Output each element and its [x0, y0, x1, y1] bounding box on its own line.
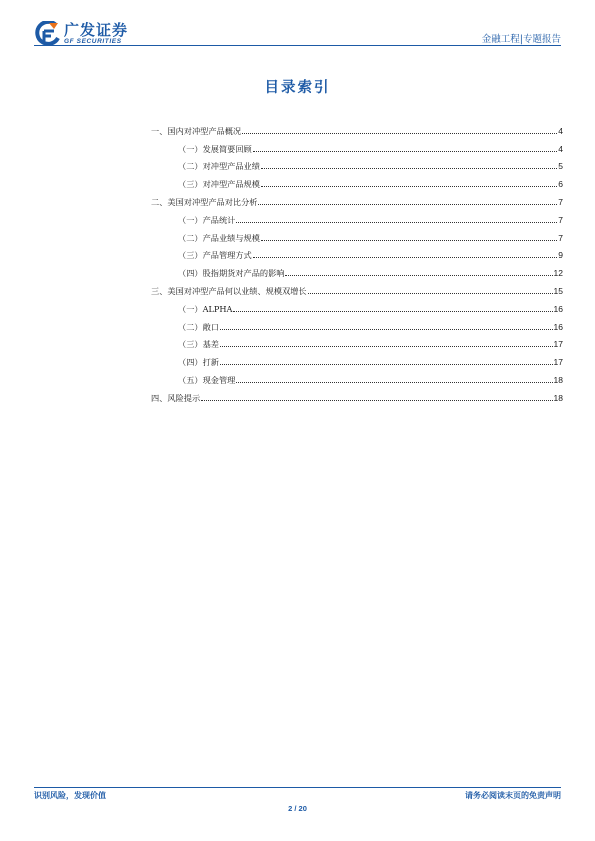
toc-entry-page: 4	[558, 125, 563, 136]
dot-leader	[308, 292, 553, 294]
toc-entry-label: 二、美国对冲型产品对比分析	[151, 196, 258, 207]
dot-leader	[261, 185, 557, 187]
toc-entry[interactable]	[151, 349, 563, 367]
toc-entry[interactable]	[151, 136, 563, 154]
toc-entry-page: 5	[558, 161, 563, 172]
gf-logo-icon	[34, 21, 61, 48]
toc-entry[interactable]	[151, 332, 563, 350]
toc-entry[interactable]	[151, 243, 563, 261]
toc-entry-label: （四）股指期货对产品的影响	[178, 268, 285, 279]
dot-leader	[236, 381, 552, 383]
toc-entry-page: 16	[553, 303, 563, 314]
dot-leader	[236, 221, 557, 223]
page-number: 2 / 20	[288, 804, 307, 813]
dot-leader	[242, 132, 557, 134]
table-of-contents	[151, 118, 563, 403]
toc-entry-label: （三）产品管理方式	[178, 250, 252, 261]
toc-entry[interactable]	[151, 118, 563, 136]
toc-entry-page: 18	[553, 392, 563, 403]
toc-entry-page: 7	[558, 196, 563, 207]
toc-entry-page: 9	[558, 250, 563, 261]
toc-entry-label: （二）敞口	[178, 321, 219, 332]
toc-entry-label: （五）现金管理	[178, 374, 236, 385]
report-type: 金融工程|专题报告	[481, 34, 561, 45]
dot-leader	[253, 150, 558, 152]
dot-leader	[261, 239, 557, 241]
dot-leader	[220, 345, 553, 347]
toc-entry[interactable]	[151, 385, 563, 403]
toc-entry[interactable]	[151, 207, 563, 225]
toc-title: 目录索引	[264, 79, 331, 96]
dot-leader	[261, 167, 557, 169]
dot-leader	[220, 363, 553, 365]
toc-entry-page: 17	[553, 357, 563, 368]
toc-entry-page: 18	[553, 374, 563, 385]
toc-entry-label: 四、风险提示	[151, 392, 201, 403]
toc-entry-page: 15	[553, 285, 563, 296]
toc-entry-page: 4	[558, 143, 563, 154]
toc-entry-page: 7	[558, 232, 563, 243]
toc-entry-label: （四）打新	[178, 357, 219, 368]
toc-entry-label: （一）产品统计	[178, 214, 236, 225]
dot-leader	[201, 399, 552, 401]
dot-leader	[258, 203, 557, 205]
dot-leader	[285, 274, 552, 276]
toc-entry[interactable]	[151, 278, 563, 296]
toc-entry-label: 三、美国对冲型产品何以业绩、规模双增长	[151, 285, 307, 296]
logo-chinese-name: 广发证券	[64, 21, 129, 39]
toc-entry[interactable]	[151, 314, 563, 332]
toc-entry-page: 7	[558, 214, 563, 225]
toc-entry[interactable]	[151, 260, 563, 278]
toc-entry-page: 17	[553, 339, 563, 350]
toc-entry-page: 6	[558, 179, 563, 190]
toc-entry-label: （二）对冲型产品业绩	[178, 161, 260, 172]
toc-entry[interactable]	[151, 296, 563, 314]
toc-entry-label: （一）ALPHA	[178, 303, 233, 314]
dot-leader	[220, 328, 553, 330]
toc-entry[interactable]	[151, 225, 563, 243]
toc-entry[interactable]	[151, 171, 563, 189]
footer-slogan: 识别风险，发现价值	[34, 791, 106, 800]
toc-entry[interactable]	[151, 154, 563, 172]
header-divider	[34, 45, 561, 46]
toc-entry-page: 16	[553, 321, 563, 332]
dot-leader	[233, 310, 552, 312]
toc-entry-page: 12	[553, 268, 563, 279]
dot-leader	[253, 256, 558, 258]
toc-entry-label: （三）对冲型产品规模	[178, 179, 260, 190]
toc-entry-label: （三）基差	[178, 339, 219, 350]
toc-entry[interactable]	[151, 367, 563, 385]
footer-disclaimer-note: 请务必阅读末页的免责声明	[465, 791, 561, 800]
toc-entry[interactable]	[151, 189, 563, 207]
toc-entry-label: （二）产品业绩与规模	[178, 232, 260, 243]
footer-divider	[34, 787, 561, 788]
toc-entry-label: （一）发展简要回顾	[178, 143, 252, 154]
logo-english-name: GF SECURITIES	[64, 38, 122, 45]
toc-entry-label: 一、国内对冲型产品概况	[151, 125, 242, 136]
